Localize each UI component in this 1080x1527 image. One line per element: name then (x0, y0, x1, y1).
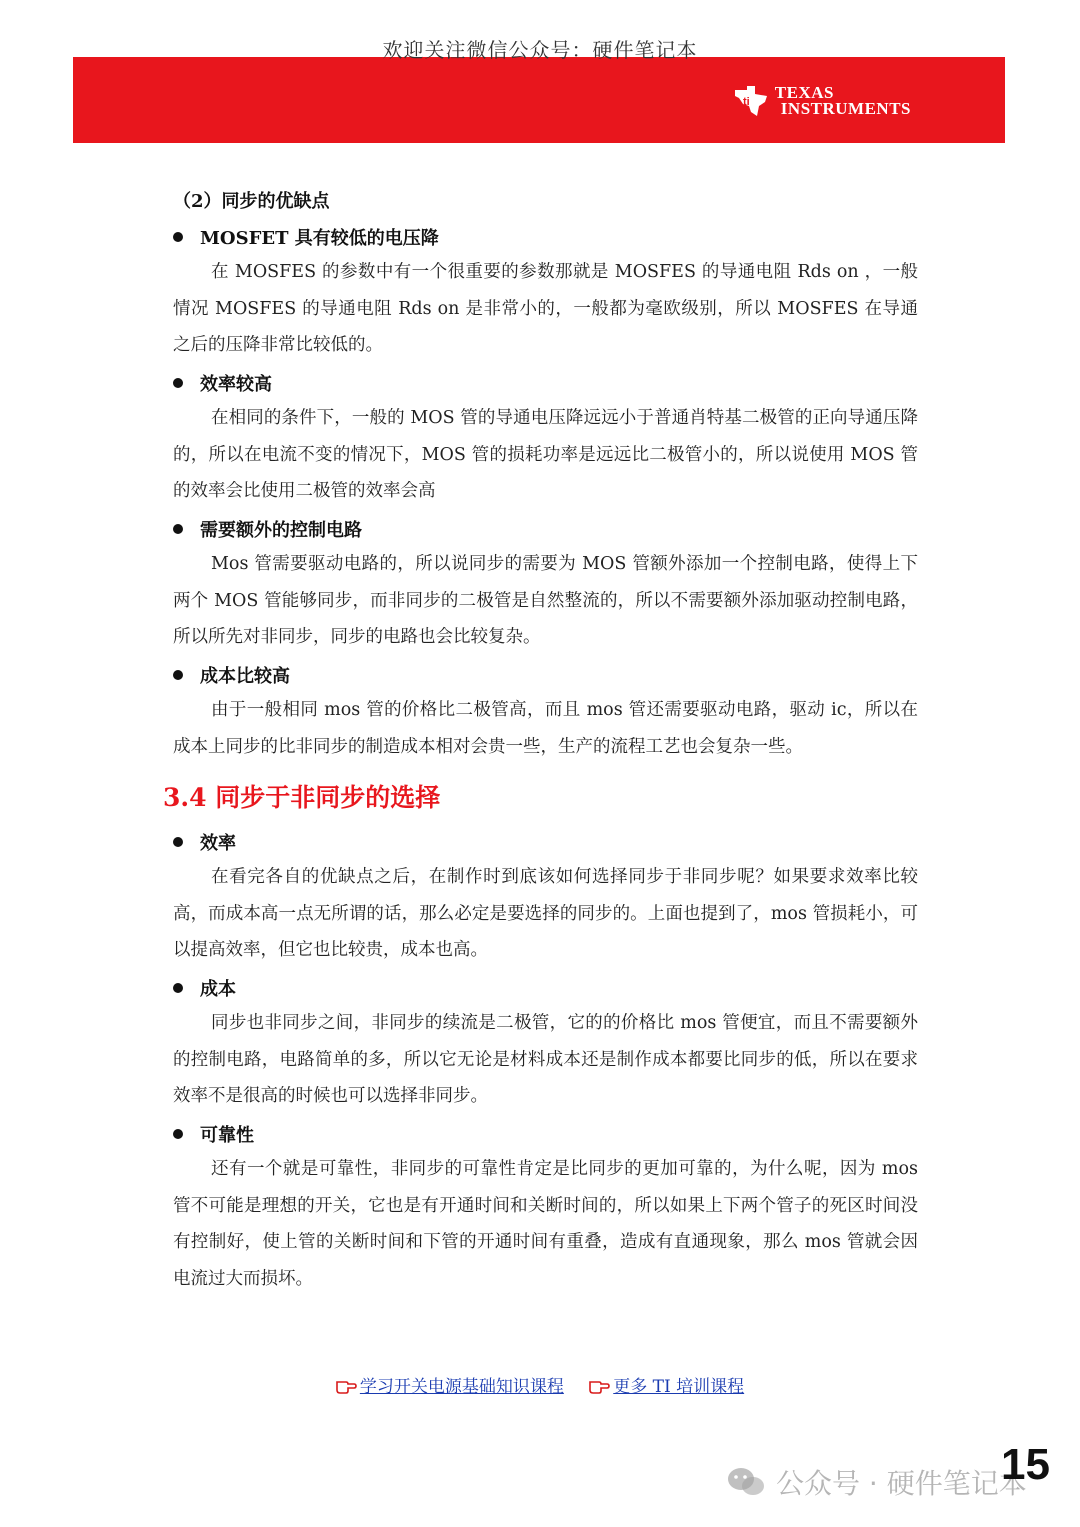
ti-logo (731, 84, 911, 118)
paragraph: 在看完各自的优缺点之后，在制作时到底该如何选择同步于非同步呢？如果要求效率比较高，而成本高一点无所谓的话，那么必定是要选择的同步的。上面也提到了，mos 管损耗小，可以提高效率，但它也比较贵，成本也高。 (173, 867, 918, 960)
paragraph: 同步也非同步之间，非同步的续流是二极管，它的的价格比 mos 管便宜，而且不需要额外的控制电路，电路简单的多，所以它无论是材料成本还是制作成本都要比同步的低，所以在要求效率不是很高的时候也可以选择非同步。 (173, 1013, 918, 1106)
paragraph: 在相同的条件下，一般的 MOS 管的导通电压降远远小于普通肖特基二极管的正向导通压降的，所以在电流不变的情况下，MOS 管的损耗功率是远远比二极管小的，所以说使用 MOS 管的效率会比使用二极管的效率会高 (173, 408, 918, 501)
bullet-heading: 成本比较高 (173, 662, 290, 688)
bullet-heading: 效率较高 (173, 370, 272, 396)
texas-state-logo-icon (731, 84, 771, 118)
wechat-watermark: 公众号 · 硬件笔记本 (726, 1462, 1027, 1502)
paragraph: 还有一个就是可靠性，非同步的可靠性肯定是比同步的更加可靠的，为什么呢，因为 mos 管不可能是理想的开关，它也是有开通时间和关断时间的，所以如果上下两个管子的死区时间没有控制好，使上管的关断时间和下管的开通时间有重叠，造成有直通现象，那么 mos 管就会因电流过大而损坏。 (173, 1159, 918, 1289)
paragraph: Mos 管需要驱动电路的，所以说同步的需要为 MOS 管额外添加一个控制电路，使得上下两个 MOS 管能够同步，而非同步的二极管是自然整流的，所以不需要额外添加驱动控制电路，所以所先对非同步，同步的电路也会比较复杂。 (173, 554, 918, 647)
bullet-heading: 可靠性 (173, 1121, 254, 1147)
bullet-dot-icon (173, 1129, 183, 1139)
bullet-dot-icon (173, 983, 183, 993)
svg-text:ti: ti (742, 96, 750, 108)
course-link-more-ti[interactable]: 更多 TI 培训课程 (589, 1377, 744, 1397)
bullet-dot-icon (173, 378, 183, 388)
wechat-icon (726, 1466, 766, 1498)
brand-line2: INSTRUMENTS (780, 99, 911, 118)
bullet-heading: 效率 (173, 829, 236, 855)
bullet-dot-icon (173, 232, 183, 242)
paragraph: 在 MOSFES 的参数中有一个很重要的参数那就是 MOSFES 的导通电阻 Rds on ，一般情况 MOSFES 的导通电阻 Rds on 是非常小的，一般都为毫欧级别，所以 MOSFES 在导通之后的压降非常比较低的。 (173, 262, 918, 355)
bullet-heading: 成本 (173, 975, 236, 1001)
header-banner (73, 57, 1005, 143)
bullet-dot-icon (173, 524, 183, 534)
pointing-hand-icon (336, 1376, 358, 1399)
bullet-dot-icon (173, 837, 183, 847)
bullet-heading: 需要额外的控制电路 (173, 516, 362, 542)
paragraph: 由于一般相同 mos 管的价格比二极管高，而且 mos 管还需要驱动电路，驱动 ic，所以在成本上同步的比非同步的制造成本相对会贵一些，生产的流程工艺也会复杂一些。 (173, 700, 918, 757)
bullet-heading: MOSFET 具有较低的电压降 (173, 224, 439, 250)
pointing-hand-icon (589, 1376, 611, 1399)
section-heading: 3.4 同步于非同步的选择 (163, 783, 441, 812)
page-number: 15 (1001, 1440, 1050, 1489)
course-link-basics[interactable]: 学习开关电源基础知识课程 (336, 1377, 564, 1397)
bullet-dot-icon (173, 670, 183, 680)
subsection-title: （2）同步的优缺点 (173, 191, 330, 212)
brand-line1: TEXAS (774, 83, 834, 102)
wechat-notice: 欢迎关注微信公众号：硬件笔记本 (382, 38, 698, 62)
footer-links (0, 1372, 1080, 1399)
